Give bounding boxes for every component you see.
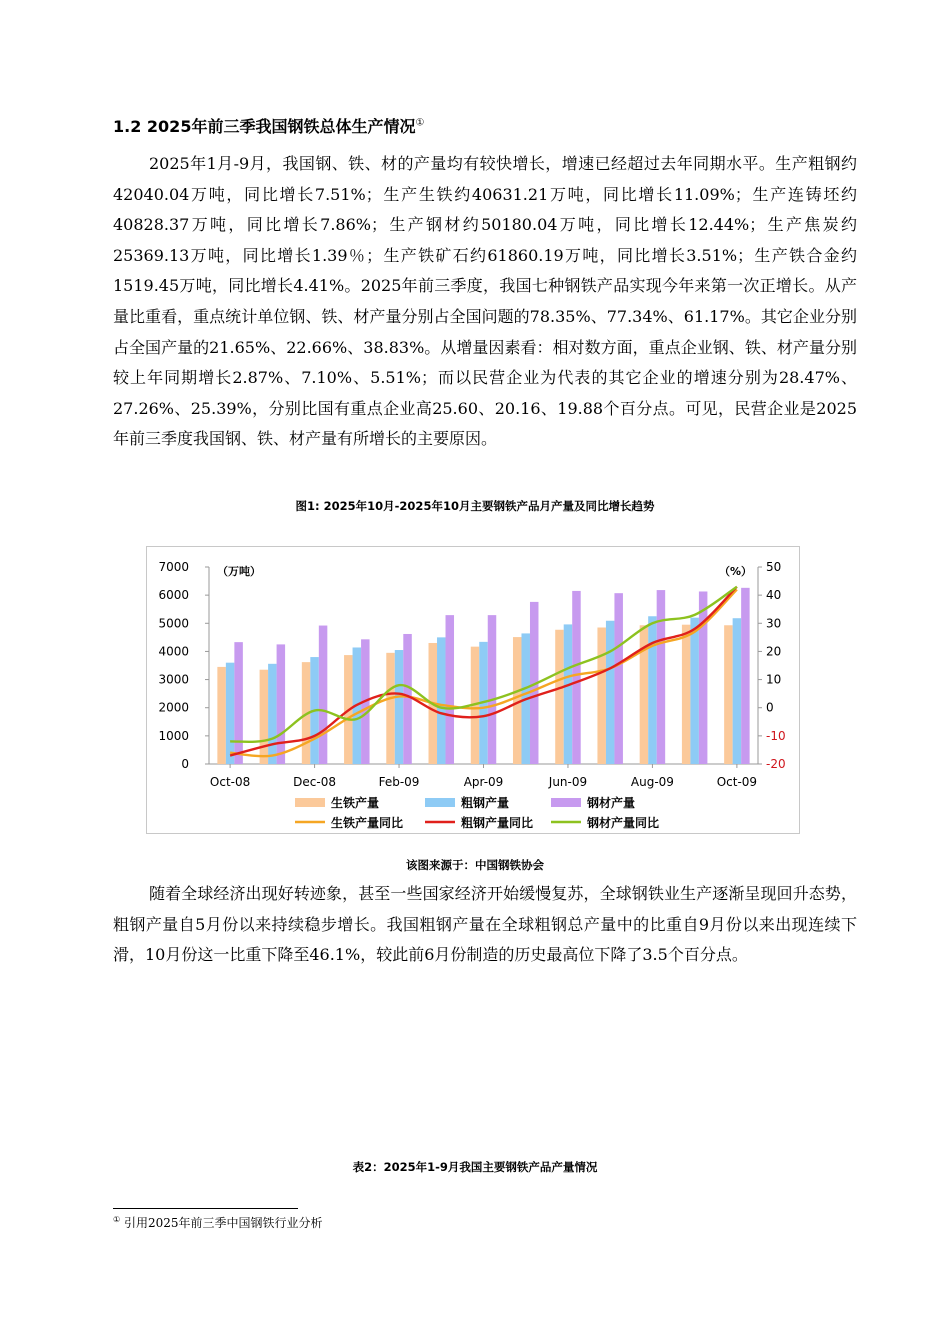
x-tick-label: Dec-08 bbox=[293, 775, 336, 789]
bar-1-Oct-08 bbox=[226, 663, 235, 764]
left-tick-label: 2000 bbox=[158, 700, 189, 715]
bar-1-Mar-09 bbox=[437, 637, 446, 764]
left-tick-label: 6000 bbox=[158, 588, 189, 603]
right-tick-label: 40 bbox=[766, 588, 782, 603]
right-tick-label: 10 bbox=[766, 672, 782, 687]
x-tick-label: Apr-09 bbox=[463, 775, 504, 789]
x-tick-label: Oct-09 bbox=[716, 775, 758, 789]
bar-1-Feb-09 bbox=[395, 650, 404, 764]
bar-2-Jul-09 bbox=[614, 593, 623, 764]
right-tick-label: -10 bbox=[766, 728, 786, 743]
left-tick-label: 4000 bbox=[158, 644, 189, 659]
bar-1-Sep-09 bbox=[690, 618, 699, 764]
footnote bbox=[113, 1214, 323, 1231]
figure-source: 该图来源于：中国钢铁协会 bbox=[406, 858, 544, 872]
bar-0-Jul-09 bbox=[597, 628, 606, 764]
legend-label: 钢材产量同比 bbox=[587, 816, 660, 830]
legend-label: 钢材产量 bbox=[587, 796, 636, 810]
section-heading: 1.2 2025年前三季我国钢铁总体生产情况① bbox=[113, 117, 425, 136]
footnote-mark: ① bbox=[113, 1215, 121, 1224]
legend-label: 粗钢产量同比 bbox=[461, 816, 534, 830]
steel-production-chart bbox=[147, 547, 801, 835]
bar-0-Jun-09 bbox=[555, 630, 564, 764]
right-tick-label: 30 bbox=[766, 616, 782, 631]
footnote-divider bbox=[113, 1208, 298, 1209]
right-tick-label: 50 bbox=[766, 560, 782, 574]
x-tick-label: Feb-09 bbox=[378, 775, 420, 789]
right-tick-label: -20 bbox=[766, 757, 786, 771]
footnote-text: 引用2025年前三季中国钢铁行业分析 bbox=[124, 1216, 323, 1230]
bar-1-Oct-09 bbox=[733, 618, 742, 764]
bar-2-Jun-09 bbox=[572, 591, 581, 764]
bar-2-Mar-09 bbox=[446, 615, 455, 764]
left-tick-label: 1000 bbox=[158, 728, 189, 743]
figure-caption: 图1: 2025年10月-2025年10月主要钢铁产品月产量及同比增长趋势 bbox=[295, 499, 655, 513]
bar-0-Nov-08 bbox=[260, 670, 269, 764]
legend-swatch-2 bbox=[551, 798, 581, 807]
bar-2-Sep-09 bbox=[699, 591, 708, 764]
legend-swatch-1 bbox=[425, 798, 455, 807]
x-tick-label: Oct-08 bbox=[209, 775, 251, 789]
table-caption: 表2：2025年1-9月我国主要钢铁产品产量情况 bbox=[352, 1160, 598, 1174]
bar-1-Jun-09 bbox=[564, 624, 573, 764]
bar-2-Aug-09 bbox=[657, 590, 666, 764]
bar-1-Nov-08 bbox=[268, 664, 277, 764]
left-tick-label: 3000 bbox=[158, 672, 189, 687]
left-tick-label: 5000 bbox=[158, 616, 189, 631]
right-unit-label: （%） bbox=[718, 565, 752, 578]
right-tick-label: 20 bbox=[766, 644, 782, 659]
right-tick-label: 0 bbox=[766, 700, 774, 715]
bar-2-Apr-09 bbox=[488, 615, 497, 764]
legend-label: 生铁产量同比 bbox=[331, 816, 404, 830]
bar-1-Jul-09 bbox=[606, 621, 615, 764]
x-tick-label: Aug-09 bbox=[630, 775, 674, 789]
footnote-ref: ① bbox=[415, 117, 425, 129]
legend-label: 粗钢产量 bbox=[461, 796, 510, 810]
legend-label: 生铁产量 bbox=[331, 796, 380, 810]
bar-0-Oct-08 bbox=[217, 667, 226, 764]
x-tick-label: Jun-09 bbox=[548, 775, 588, 789]
bar-1-Aug-09 bbox=[648, 616, 657, 764]
left-tick-label: 7000 bbox=[158, 560, 189, 574]
legend-swatch-0 bbox=[295, 798, 325, 807]
bar-0-Oct-09 bbox=[724, 625, 733, 764]
bar-2-Nov-08 bbox=[277, 644, 286, 764]
paragraph-production-summary: 2025年1月-9月，我国钢、铁、材的产量均有较快增长，增速已经超过去年同期水平。生产粗钢约42040.04万吨，同比增长7.51%；生产生铁约40631.21万吨，同比增长11.09%；生产连铸坯约40828.37万吨，同比增长7.86%；生产钢材约50180.04万吨，同比增长12.44%；生产焦炭约25369.13万吨，同比增长1.39％；生产铁矿石约61860.19万吨，同比增长3.51%；生产铁合金约1519.45万吨，同比增长4.41%。2025年前三季度，我国七种钢铁产品实现今年来第一次正增长。从产量比重看，重点统计单位钢、铁、材产量分别占全国问题的78.35%、77.34%、61.17%。其它企业分别占全国产量的21.65%、22.66%、38.83%。从增量因素看：相对数方面，重点企业钢、铁、材产量分别较上年同期增长2.87%、7.10%、5.51%；而以民营企业为代表的其它企业的增速分别为28.47%、27.26%、25.39%，分别比国有重点企业高25.60、20.16、19.88个百分点。可见，民营企业是2025年前三季度我国钢、铁、材产量有所增长的主要原因。 bbox=[113, 154, 857, 449]
bar-0-Sep-09 bbox=[682, 625, 691, 764]
paragraph-global-trend: 随着全球经济出现好转迹象，甚至一些国家经济开始缓慢复苏，全球钢铁业生产逐渐呈现回升态势，粗钢产量自5月份以来持续稳步增长。我国粗钢产量在全球粗钢总产量中的比重自9月份以来出现连续下滑，10月份这一比重下降至46.1%，较此前6月份制造的历史最高位下降了3.5个百分点。 bbox=[113, 884, 857, 965]
bar-2-Oct-09 bbox=[741, 588, 750, 764]
bar-2-Oct-08 bbox=[234, 642, 243, 764]
left-unit-label: （万吨） bbox=[217, 565, 261, 578]
bar-0-Feb-09 bbox=[386, 653, 395, 764]
bar-2-Dec-08 bbox=[319, 626, 328, 764]
chart-frame bbox=[146, 546, 800, 834]
bar-2-Feb-09 bbox=[403, 634, 412, 764]
left-tick-label: 0 bbox=[181, 757, 189, 771]
